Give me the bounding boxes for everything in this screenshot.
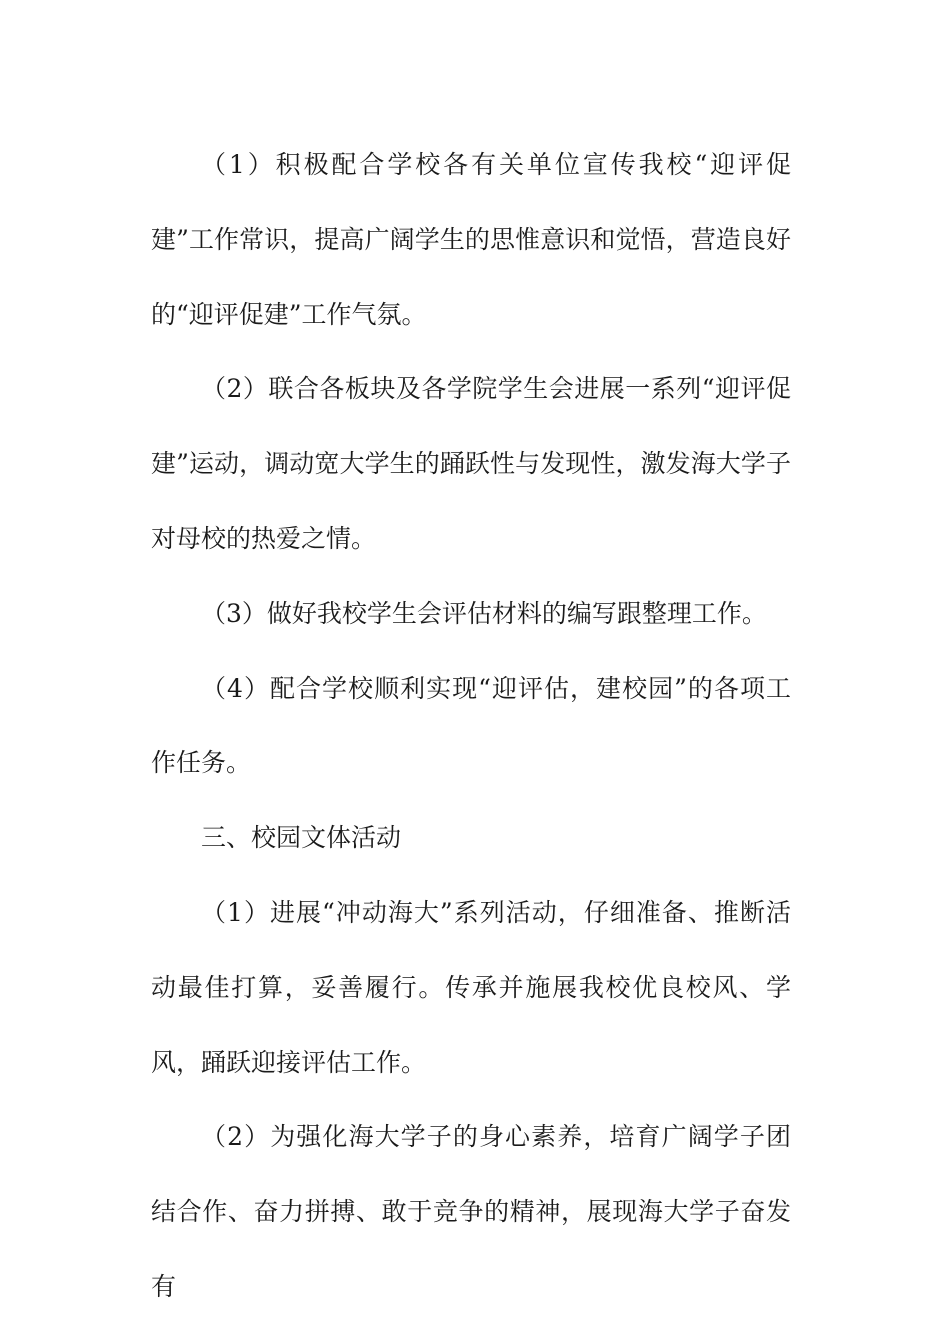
document-body bbox=[151, 128, 791, 1325]
paragraph-1: （1）积极配合学校各有关单位宣传我校“迎评促建”工作常识，提高广阔学生的思惟意识和觉悟，营造良好的“迎评促建”工作气氛。 bbox=[151, 150, 791, 329]
section-heading: 三、校园文体活动 bbox=[201, 823, 402, 853]
paragraph-3: （3）做好我校学生会评估材料的编写跟整理工作。 bbox=[201, 598, 767, 628]
paragraph-6: （2）为强化海大学子的身心素养，培育广阔学子团结合作、奋力拼搏、敢于竞争的精神，展现海大学子奋发有 bbox=[151, 1122, 791, 1301]
paragraph-5: （1）进展“冲动海大”系列活动，仔细准备、推断活动最佳打算，妥善履行。传承并施展我校优良校风、学风，踊跃迎接评估工作。 bbox=[151, 897, 791, 1077]
paragraph-2: （2）联合各板块及各学院学生会进展一系列“迎评促建”运动，调动宽大学生的踊跃性与发现性，激发海大学子对母校的热爱之情。 bbox=[151, 374, 791, 553]
paragraph-4: （4）配合学校顺利实现“迎评估，建校园”的各项工作任务。 bbox=[151, 673, 791, 778]
